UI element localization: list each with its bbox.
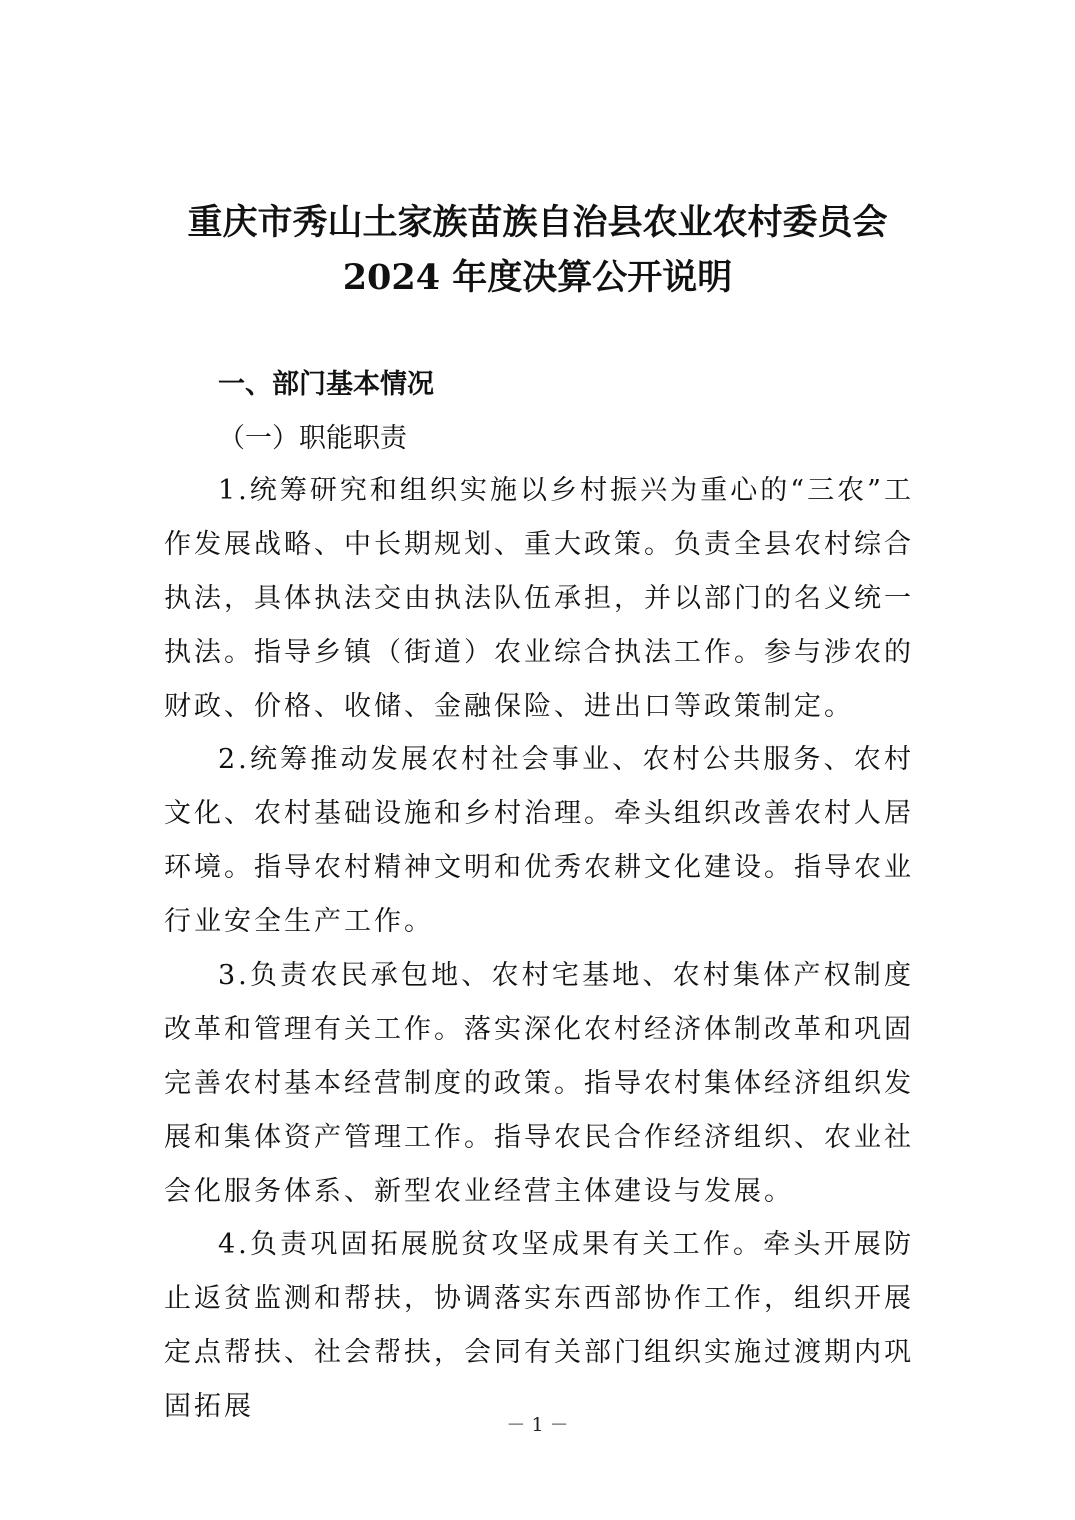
section-heading: 一、部门基本情况	[218, 369, 434, 400]
paragraph: 2.统筹推动发展农村社会事业、农村公共服务、农村文化、农村基础设施和乡村治理。牵头组织改善农村人居环境。指导农村精神文明和优秀农耕文化建设。指导农业行业安全生产工作。	[164, 744, 914, 937]
paragraph: 1.统筹研究和组织实施以乡村振兴为重心的“三农”工作发展战略、中长期规划、重大政策。负责全县农村综合执法，具体执法交由执法队伍承担，并以部门的名义统一执法。指导乡镇（街道）农业综合执法工作。参与涉农的财政、价格、收储、金融保险、进出口等政策制定。	[164, 475, 914, 722]
document-title-line-1: 重庆市秀山土家族苗族自治县农业农村委员会	[187, 202, 888, 243]
document-title-line-2: 2024 年度决算公开说明	[342, 257, 733, 298]
paragraph: 4.负责巩固拓展脱贫攻坚成果有关工作。牵头开展防止返贫监测和帮扶，协调落实东西部协作工作，组织开展定点帮扶、社会帮扶，会同有关部门组织实施过渡期内巩固拓展	[164, 1229, 914, 1422]
page-number: － 1 －	[506, 1414, 569, 1436]
paragraph: 3.负责农民承包地、农村宅基地、农村集体产权制度改革和管理有关工作。落实深化农村经济体制改革和巩固完善农村基本经营制度的政策。指导农村集体经济组织发展和集体资产管理工作。指导农民合作经济组织、农业社会化服务体系、新型农业经营主体建设与发展。	[164, 960, 914, 1207]
subsection-heading: （一）职能职责	[218, 423, 407, 454]
